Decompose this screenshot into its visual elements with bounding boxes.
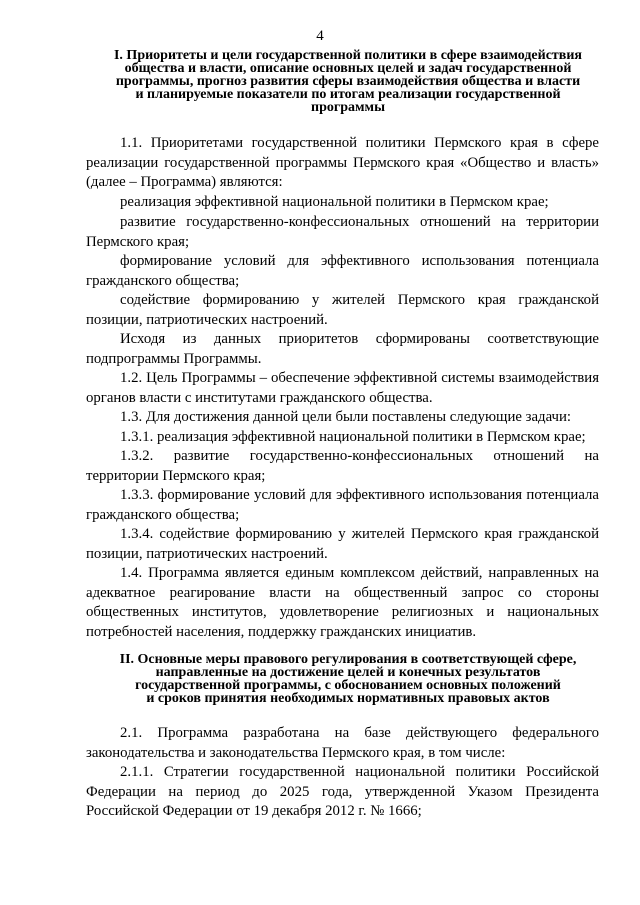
paragraph [86, 763, 599, 822]
paragraph-text: 1.4. Программа является единым комплексом действий, направленных на адекватное реагирование власти на общественный запрос со стороны общественных институтов, удовлетворение религиозных и национальных потребностей населения, поддержку гражданских инициатив. [86, 565, 599, 640]
paragraph [86, 408, 599, 428]
heading-line: и планируемые показатели по итогам реализации государственной [135, 87, 561, 102]
paragraph [86, 193, 599, 213]
paragraph [86, 213, 599, 252]
heading-line: и сроков принятия необходимых нормативных правовых актов [146, 691, 550, 706]
heading-line: общества и власти, описание основных целей и задач государственной [124, 61, 572, 76]
paragraph-text: реализация эффективной национальной политики в Пермском крае; [120, 194, 549, 210]
paragraph [86, 252, 599, 291]
paragraph [86, 525, 599, 564]
paragraph [86, 486, 599, 525]
paragraph-text: 1.3.4. содействие формированию у жителей Пермского края гражданской позиции, патриотических настроений. [86, 526, 599, 562]
heading-line: программы, прогноз развития сферы взаимодействия общества и власти [115, 74, 581, 89]
section-2-heading [86, 653, 610, 705]
page-number: 4 [316, 28, 324, 44]
paragraph-text: 1.3.2. развитие государственно-конфессиональных отношений на территории Пермского края; [86, 448, 599, 484]
paragraph-text: 1.2. Цель Программы – обеспечение эффективной системы взаимодействия органов власти с институтами гражданского общества. [86, 370, 599, 406]
paragraph-text: 1.3.1. реализация эффективной национальной политики в Пермском крае; [120, 429, 586, 445]
paragraph [86, 291, 599, 330]
paragraph [86, 134, 599, 193]
heading-line: II. Основные меры правового регулирования в соответствующей сфере, [119, 652, 577, 667]
paragraph [86, 724, 599, 763]
paragraph [86, 428, 599, 448]
paragraph-text: 2.1.1. Стратегии государственной национальной политики Российской Федерации на период до 2025 года, утвержденной Указом Президента Российской Федерации от 19 декабря 2012 г. № 1666; [86, 764, 599, 820]
paragraph [86, 369, 599, 408]
heading-line: I. Приоритеты и цели государственной политики в сфере взаимодействия [113, 48, 583, 63]
paragraph-text: содействие формированию у жителей Пермского края гражданской позиции, патриотических настроений. [86, 292, 599, 328]
paragraph-text: 1.3. Для достижения данной цели были поставлены следующие задачи: [120, 409, 572, 425]
paragraph [86, 564, 599, 642]
heading-line: программы [311, 100, 385, 115]
paragraph-text: формирование условий для эффективного использования потенциала гражданского общества; [86, 253, 599, 289]
paragraph-text: 2.1. Программа разработана на базе действующего федерального законодательства и законодательства Пермского края, в том числе: [86, 725, 599, 761]
section-1-heading [86, 49, 610, 114]
paragraph-text: 1.1. Приоритетами государственной политики Пермского края в сфере реализации государственной программы Пермского края «Общество и власть» (далее – Программа) являются: [86, 135, 599, 191]
paragraph-text: Исходя из данных приоритетов сформированы соответствующие подпрограммы Программы. [86, 331, 599, 367]
paragraph [86, 330, 599, 369]
paragraph [86, 447, 599, 486]
heading-line: государственной программы, с обоснованием основных положений [135, 678, 561, 693]
paragraph-text: 1.3.3. формирование условий для эффективного использования потенциала гражданского общества; [86, 487, 599, 523]
paragraph-text: развитие государственно-конфессиональных отношений на территории Пермского края; [86, 214, 599, 250]
heading-line: направленные на достижение целей и конечных результатов [155, 665, 541, 680]
